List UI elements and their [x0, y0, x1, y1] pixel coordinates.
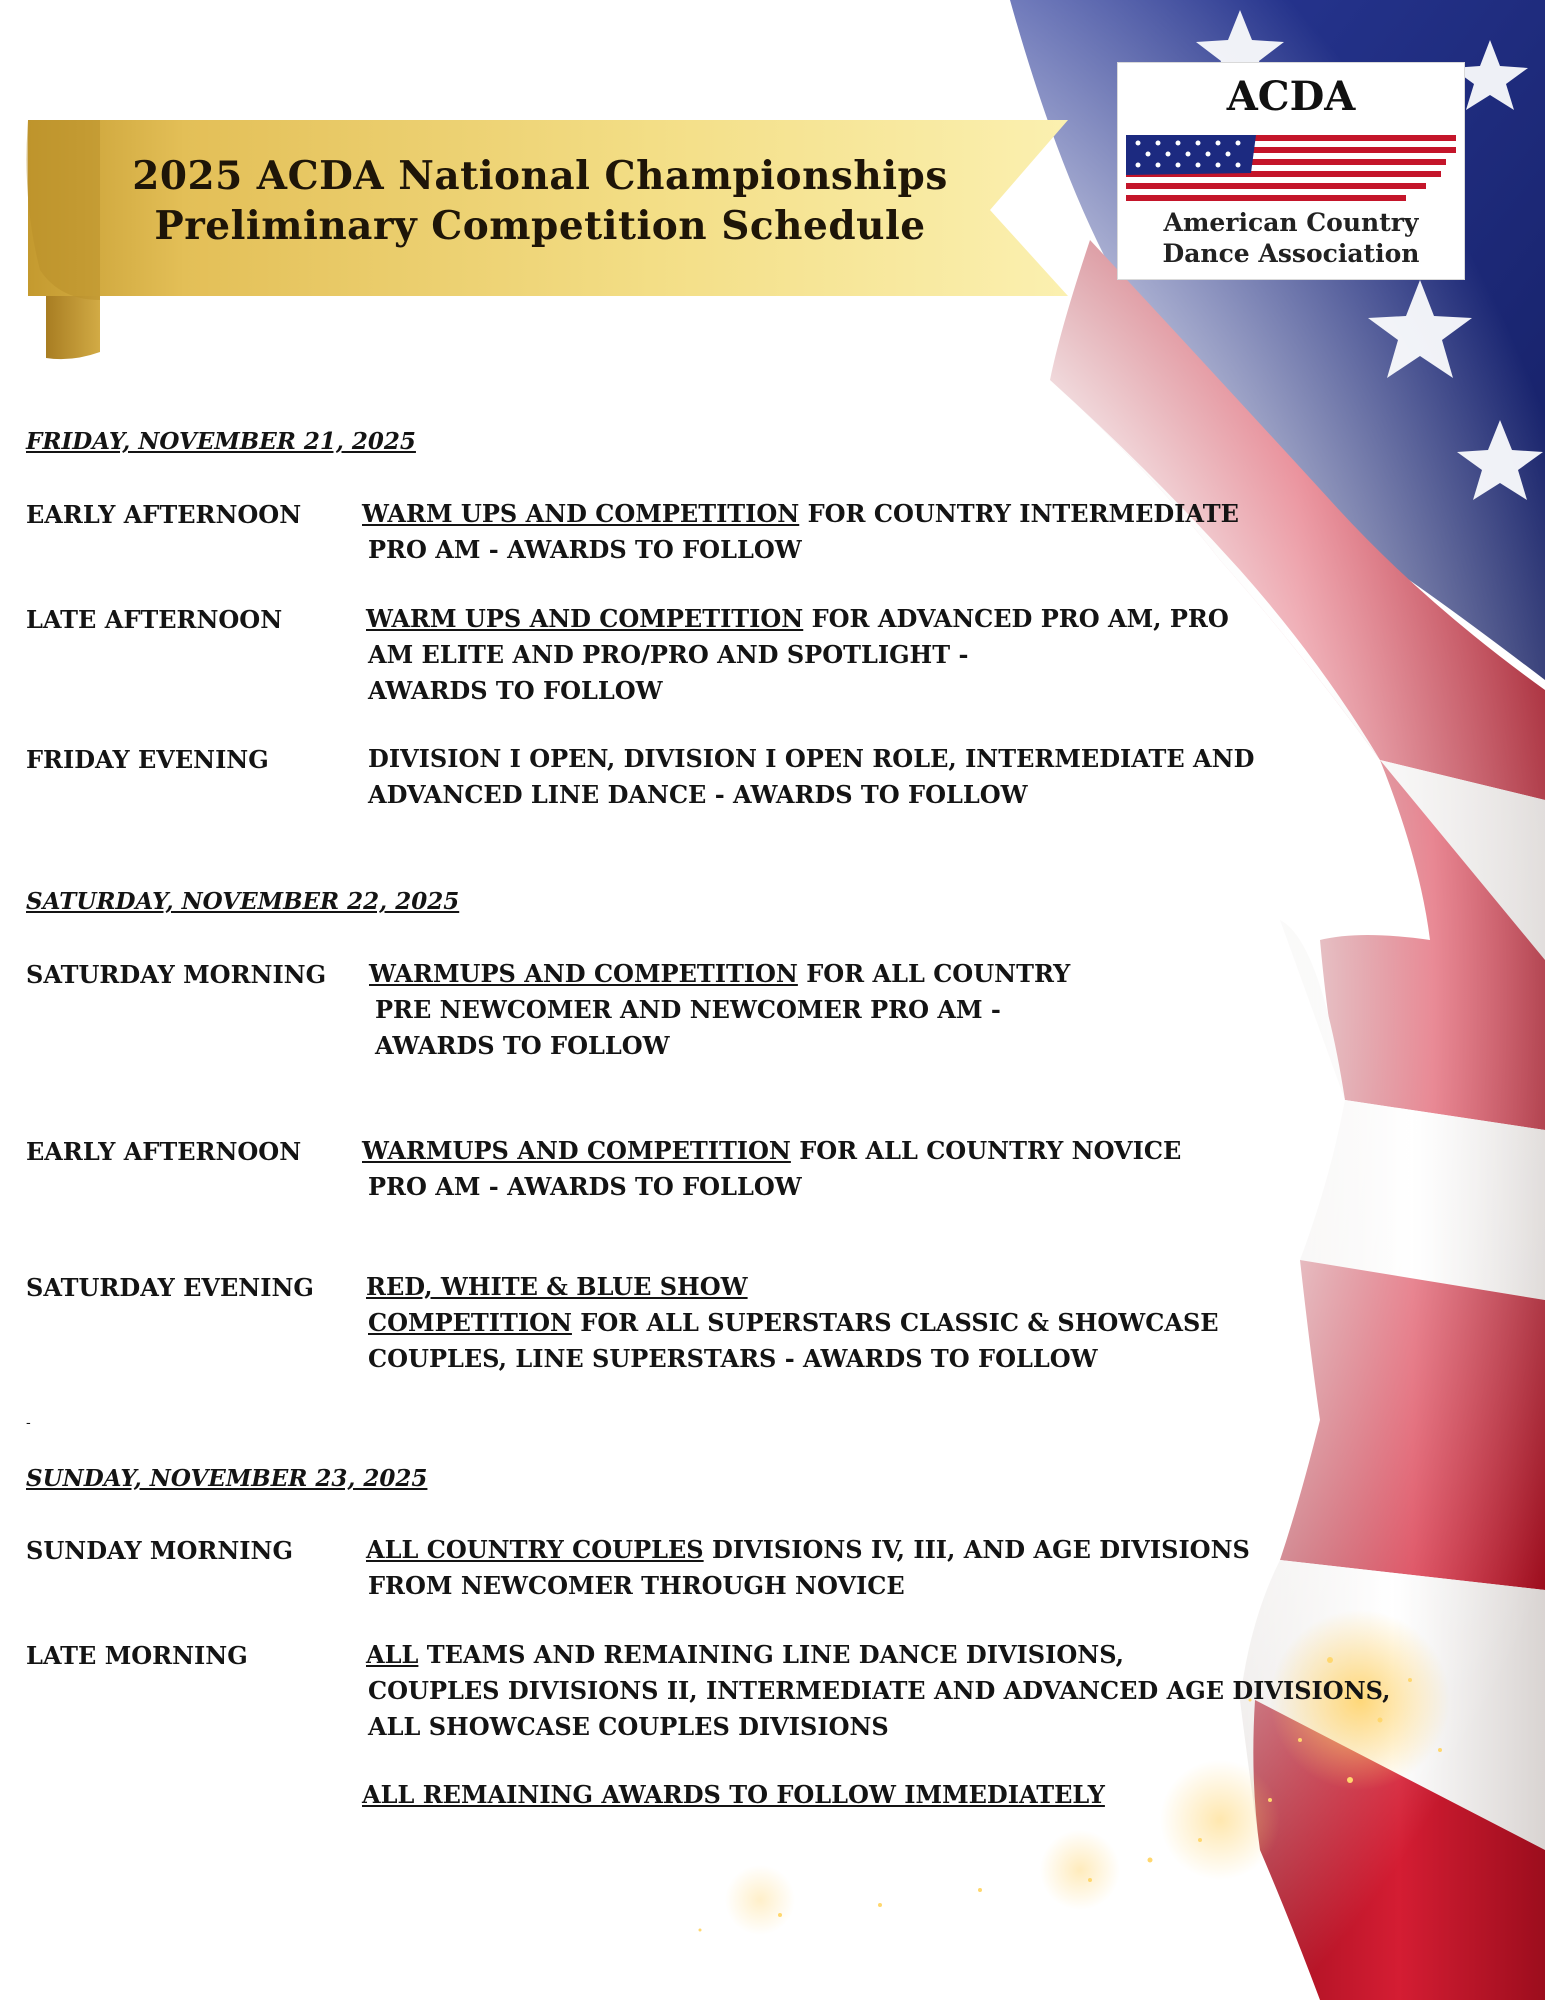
- session-time: LATE AFTERNOON: [26, 605, 283, 634]
- logo-flag-brushstroke-icon: [1126, 135, 1456, 205]
- day-heading-sunday: SUNDAY, NOVEMBER 23, 2025: [26, 1465, 428, 1492]
- logo-name-line-1: American Country: [1163, 208, 1419, 237]
- session-text: ADVANCED LINE DANCE - AWARDS TO FOLLOW: [368, 780, 1028, 809]
- session-description: [368, 741, 1254, 813]
- session-text: PRO AM - AWARDS TO FOLLOW: [368, 1172, 802, 1201]
- day-heading-friday: FRIDAY, NOVEMBER 21, 2025: [26, 428, 416, 455]
- session-highlight: COMPETITION: [368, 1308, 572, 1337]
- title-line-1: 2025 ACDA National Championships: [132, 153, 948, 199]
- session-text: FROM NEWCOMER THROUGH NOVICE: [368, 1571, 905, 1600]
- session-highlight: WARMUPS AND COMPETITION: [369, 959, 798, 988]
- session-time: SATURDAY MORNING: [26, 960, 327, 989]
- session-text: FOR ALL COUNTRY: [797, 959, 1071, 988]
- session-text: DIVISIONS IV, III, AND AGE DIVISIONS: [703, 1535, 1250, 1564]
- session-description: [362, 1133, 1181, 1205]
- session-description: [369, 956, 1070, 1064]
- session-text: AWARDS TO FOLLOW: [375, 1031, 670, 1060]
- day-heading-saturday: SATURDAY, NOVEMBER 22, 2025: [26, 888, 460, 915]
- session-time: SUNDAY MORNING: [26, 1536, 293, 1565]
- session-text: AM ELITE AND PRO/PRO AND SPOTLIGHT -: [368, 640, 969, 669]
- session-description: [366, 1269, 1219, 1377]
- session-highlight: ALL COUNTRY COUPLES: [366, 1535, 704, 1564]
- title-line-2: Preliminary Competition Schedule: [154, 203, 926, 249]
- session-text: ALL SHOWCASE COUPLES DIVISIONS: [368, 1712, 889, 1741]
- session-highlight: WARM UPS AND COMPETITION: [362, 499, 800, 528]
- session-description: [366, 1532, 1250, 1604]
- session-text: PRE NEWCOMER AND NEWCOMER PRO AM -: [375, 995, 1001, 1024]
- logo-name-line-2: Dance Association: [1162, 239, 1420, 268]
- session-highlight: RED, WHITE & BLUE SHOW: [366, 1272, 748, 1301]
- session-text: PRO AM - AWARDS TO FOLLOW: [368, 535, 802, 564]
- session-description: [366, 601, 1229, 709]
- closing-note: ALL REMAINING AWARDS TO FOLLOW IMMEDIATELY: [362, 1780, 1105, 1809]
- session-text: COUPLES DIVISIONS II, INTERMEDIATE AND ADVANCED AGE DIVISIONS,: [368, 1676, 1391, 1705]
- session-text: FOR COUNTRY INTERMEDIATE: [799, 499, 1239, 528]
- session-highlight: ALL: [366, 1640, 419, 1669]
- session-text: TEAMS AND REMAINING LINE DANCE DIVISIONS,: [418, 1640, 1125, 1669]
- session-text: AWARDS TO FOLLOW: [368, 676, 663, 705]
- acda-logo: [1117, 62, 1465, 280]
- logo-abbreviation: ACDA: [1226, 73, 1356, 120]
- separator-dash: -: [26, 1415, 31, 1431]
- session-time: EARLY AFTERNOON: [26, 500, 302, 529]
- session-text: FOR ALL SUPERSTARS CLASSIC & SHOWCASE: [571, 1308, 1219, 1337]
- session-time: FRIDAY EVENING: [26, 745, 269, 774]
- session-description: [366, 1637, 1390, 1745]
- session-time: EARLY AFTERNOON: [26, 1137, 302, 1166]
- session-highlight: WARM UPS AND COMPETITION: [366, 604, 804, 633]
- session-highlight: WARMUPS AND COMPETITION: [362, 1136, 791, 1165]
- session-description: [362, 496, 1239, 568]
- session-text: COUPLES, LINE SUPERSTARS - AWARDS TO FOLLOW: [368, 1344, 1098, 1373]
- session-text: DIVISION I OPEN, DIVISION I OPEN ROLE, INTERMEDIATE AND: [368, 744, 1255, 773]
- session-text: FOR ALL COUNTRY NOVICE: [790, 1136, 1182, 1165]
- session-text: FOR ADVANCED PRO AM, PRO: [803, 604, 1229, 633]
- session-time: SATURDAY EVENING: [26, 1273, 314, 1302]
- session-time: LATE MORNING: [26, 1641, 248, 1670]
